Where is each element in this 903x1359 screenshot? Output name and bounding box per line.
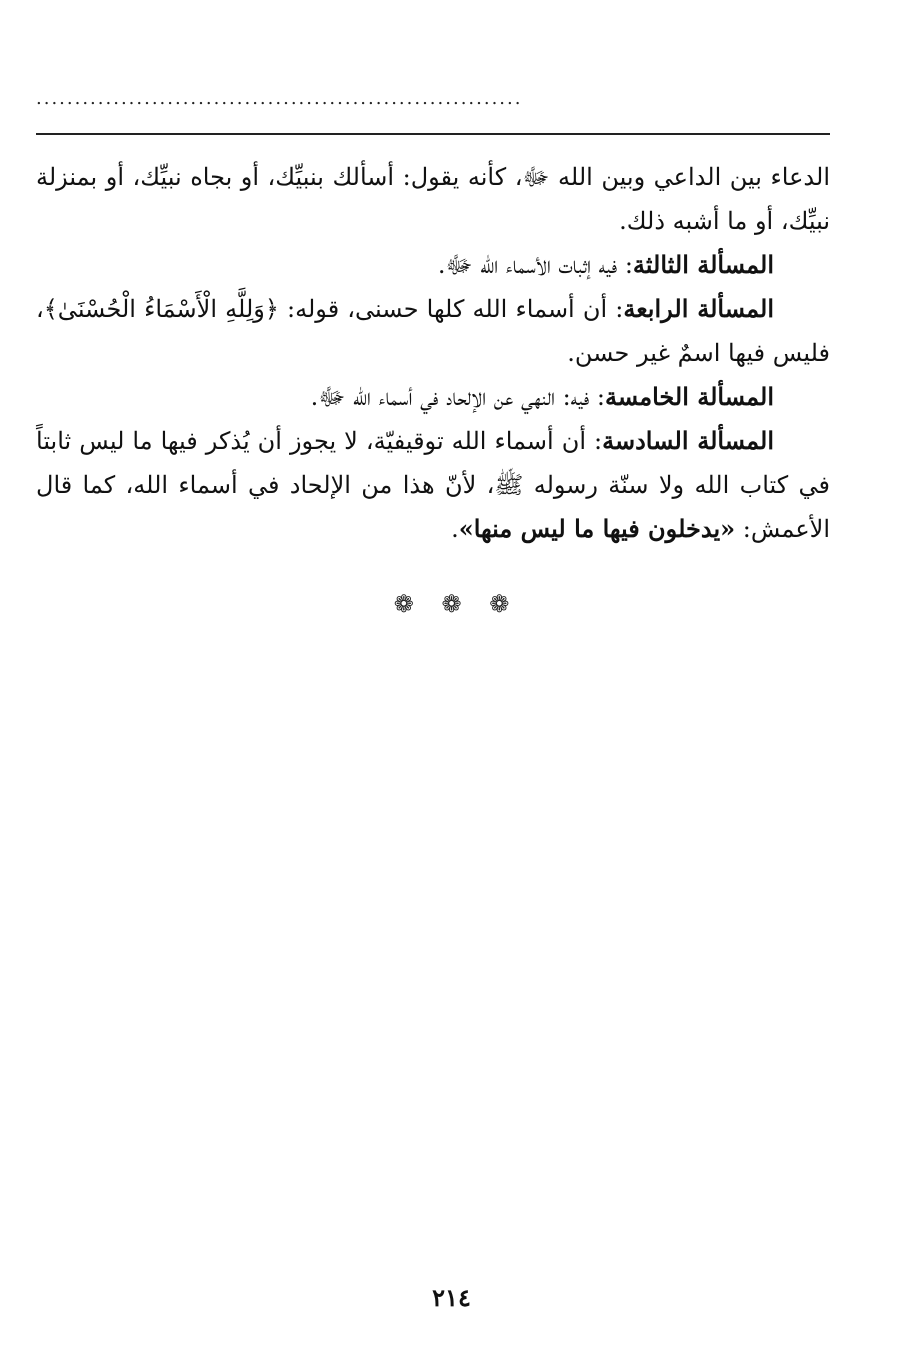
fifth-issue-label: المسألة الخامسة bbox=[604, 382, 774, 411]
paragraph-intro bbox=[36, 155, 830, 243]
section-ornaments bbox=[0, 590, 903, 618]
header-rule bbox=[36, 133, 830, 135]
ornament-icon: ❁ bbox=[489, 590, 510, 618]
sixth-issue-text: : أن أسماء الله توقيفيّة، لا يجوز أن يُذكر فيها ما ليس ثابتاً في كتاب الله ولا سنّة رسوله ﷺ، لأنّ هذا من الإلحاد في أسماء الله، كما قال الأعمش: bbox=[36, 427, 830, 543]
fourth-issue-label: المسألة الرابعة bbox=[623, 294, 774, 323]
paragraph-sixth-issue bbox=[36, 419, 830, 551]
sixth-issue-quote: «يدخلون فيها ما ليس منها» bbox=[458, 514, 736, 543]
intro-text: الدعاء بين الداعي وبين الله ﷻ، كأنه يقول: أسألك بنبيِّك، أو بجاه نبيِّك، أو بمنزلة نبيِّك، أو ما أشبه ذلك. bbox=[36, 163, 830, 235]
fifth-issue-text: : فيه: النهي عن الإلحاد في أسماء الله ﷻ. bbox=[310, 383, 605, 411]
sixth-issue-label: المسألة السادسة bbox=[602, 426, 774, 455]
third-issue-text: : فيه إثبات الأسماء الله ﷻ. bbox=[437, 251, 633, 279]
paragraph-third-issue bbox=[36, 243, 830, 287]
sixth-issue-end: . bbox=[451, 515, 459, 543]
ornament-icon: ❁ bbox=[393, 590, 414, 618]
page-body bbox=[36, 155, 830, 551]
paragraph-fifth-issue bbox=[36, 375, 830, 419]
fourth-issue-text: : أن أسماء الله كلها حسنى، قوله: ﴿وَلِلَّهِ الْأَسْمَاءُ الْحُسْنَىٰ﴾، فليس فيها اسمٌ غير حسن. bbox=[36, 295, 830, 367]
third-issue-label: المسألة الثالثة bbox=[632, 250, 774, 279]
page-number: ٢١٤ bbox=[432, 1283, 471, 1312]
ornament-icon: ❁ bbox=[441, 590, 462, 618]
header-dotted-line: ............................................................... bbox=[36, 88, 523, 109]
paragraph-fourth-issue bbox=[36, 287, 830, 375]
